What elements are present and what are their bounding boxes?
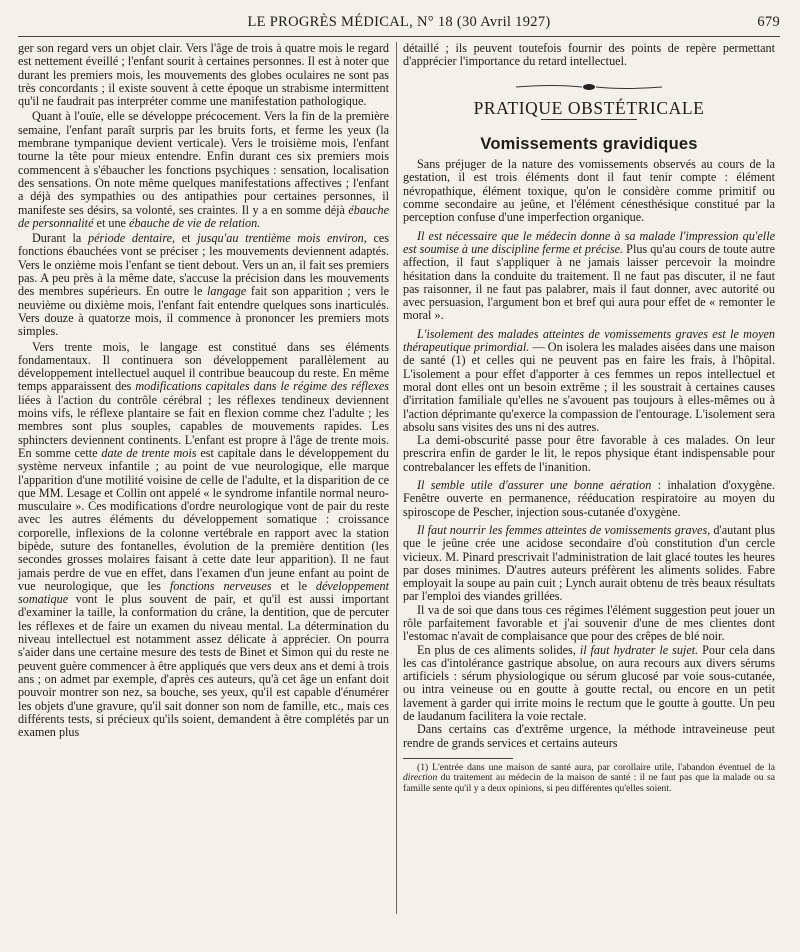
column-divider	[396, 42, 397, 914]
italic-run: L'isolement des malades atteintes de vomissements graves est le moyen thérapeutique primordial.	[403, 326, 775, 355]
paragraph-isolation	[403, 328, 775, 434]
article-title: Vomissements gravidiques	[480, 134, 698, 153]
page-number: 679	[757, 14, 780, 30]
italic-run: Il faut nourrir les femmes atteintes de vomissements graves	[417, 522, 708, 537]
text-run: Pour cela dans les cas d'intolérance gastrique absolue, on aura recours aux divers sérums artificiels : sérum physiologique ou sérum glucosé par voie sous-cutanée, ou intra veineuse ou en goutte à goutte rectal, ou encore en un petit lavement à garder qui irrite moins le rectum que le goutte à goutte. Un peu de laudanum facilitera la voie rectale.	[403, 642, 775, 724]
paragraph-intro: Sans préjuger de la nature des vomissements observés au cours de la gestation, il est trois éléments dont il faut tenir compte : élément névropathique, élément toxique, qu'on le considère comme primitif ou comme secondaire au jeûne, et l'élément cénesthésique constitué par la perception confuse d'une imperfection organique.	[403, 157, 775, 225]
italic-run: ébauche de personnalité	[18, 202, 389, 230]
paragraph-hearing	[18, 110, 389, 230]
text-run: , et	[172, 231, 198, 246]
running-head	[18, 14, 780, 34]
text-run: liées à l'action du contrôle cérébral ; les réflexes tendineux deviennent moins vifs, le réflexe plantaire se fait en flexion comme chez l'adulte ; les membres sont plus souples, capables de mouvements rapides. Les sphincters deviennent continents. L'enfant est propre à l'âge de trente mois. En somme cette	[18, 392, 389, 460]
italic-run: période dentaire	[87, 231, 173, 246]
italic-run: modifications capitales dans le régime des réflexes	[135, 379, 389, 394]
italic-run: jusqu'au trentième mois environ	[197, 231, 364, 246]
paragraph-discipline	[403, 230, 775, 323]
italic-run: il faut hydrater le sujet.	[579, 642, 699, 657]
paragraph-rest: La demi-obscurité passe pour être favorable à ces malades. On leur prescrira enfin de garder le lit, le repos physique étant indispensable pour contrebalancer les effets de l'inanition.	[403, 433, 775, 474]
text-run: du traitement au médecin de la maison de santé : il ne faut pas que la malade ou sa famille sente qu'il y a deux opinions, si peu différentes qu'elles soient.	[403, 772, 775, 794]
text-run: : inhalation d'oxygène. Fenêtre ouverte en permanence, rééducation respiratoire au moyen du spiroscope de Pescher, injection sous-cutanée d'oxygène.	[403, 478, 775, 519]
paragraph-dental-period	[18, 232, 389, 338]
text-run: — On isolera les malades aisées dans une maison de santé (1) et celles qui ne peuvent pas en faire les frais, à l'hôpital. L'isolement a pour effet d'apporter à ces femmes un repos intellectuel et moral dont elles ont un besoin extrême ; il les soustrait à certaines causes d'irritation familiale qu'elles ne s'avouent pas toujours à elles-mêmes ou à l'action déprimante qu'exerce la compassion de l'entourage. L'isolement sera absolu sans visites des uns ni des autres.	[403, 340, 776, 434]
text-run: fait son apparition ; vers le neuvième ou dixième mois, l'enfant fait entendre quelques sons inarticulés. Vers douze à quatorze mois, il commence à prononcer les premiers mots simples.	[18, 284, 389, 339]
paragraph-hydration	[403, 644, 775, 724]
paragraph-intravenous: Dans certains cas d'extrême urgence, la méthode intraveineuse peut rendre de grands services et certains auteurs	[403, 722, 775, 750]
text-run: (1) L'entrée dans une maison de santé aura, par corollaire utile, l'abandon éventuel de la	[417, 761, 775, 773]
paragraph-vision: ger son regard vers un objet clair. Vers l'âge de trois à quatre mois le regard est nettement éveillé ; l'enfant sourit à certaines personnes. Il est à noter que durant les premiers mois, les mouvements des globes oculaires ne sont pas très concordants ; il existe souvent à cette époque un strabisme intermittent qu'il ne faudrait pas interpréter comme une manifestation pathologique.	[18, 41, 389, 109]
section-heading-rule	[541, 119, 637, 120]
paragraph-nutrition	[403, 524, 775, 604]
ornament-divider	[403, 82, 775, 92]
italic-run: fonctions nerveuses	[169, 578, 272, 593]
text-run: Durant la	[32, 231, 88, 246]
italic-run: développement somatique	[18, 578, 390, 607]
text-run: et le	[271, 578, 316, 593]
text-run: , ces fonctions ébauchées vont se préciser ; les mouvements deviennent adaptés. Vers le onzième mois l'enfant se tient debout. Vers un an, il fait ses premiers pas. A peu près à la même date, s'accuse la précision dans les mouvements des membres supérieurs. En outre le	[18, 231, 390, 299]
text-run: vont le plus souvent de pair, et qu'il est aussi important d'examiner la taille, la conformation du crâne, la dentition, que de percuter les réflexes et de faire un examen du niveau mental. La détermination du niveau intellectuel est notamment assez délicate à apprécier. On pourra s'aider dans une certaine mesure des tests de Binet et Simon qui du reste ne peuvent guère commencer à être appliqués que vers deux ans et demi à trois ans ; on admet par exemple, d'après ces auteurs, qu'à cet âge un enfant doit pouvoir montrer son nez, sa bouche, ses yeux, qu'il est capable d'énumérer les objets d'une gravure, qu'il sait donner son nom de famille, etc., mais ces différents tests, si précieux qu'ils soient, demandent à être complétés par un examen plus	[18, 592, 389, 740]
text-run: En plus de ces aliments solides,	[417, 642, 580, 657]
italic-run: ébauche de vie de relation.	[129, 215, 261, 230]
footnote	[403, 763, 775, 794]
italic-run: direction	[403, 772, 438, 784]
text-run: est capitale dans le développement du système nerveux infantile ; au point de vue neurologique, elle marque l'apparition d'une motilité voisine de celle de l'adulte, et la disparition de ce que MM. Lesage et Collin ont appelé « le syndrome infantile normal neuro-musculaire ». Ces modifications d'ordre neurologique vont de pair du reste avec les autres éléments du développement somatique : croissance corporelle, inflexions de la colonne vertébrale en rapport avec la station bipède, suture des fontanelles, évolution de la première dentition (les secondes grosses molaires faisant à cette date leur apparition). Il ne faut jamais perdre de vue en effet, dans l'examen d'un jeune enfant au point de vue neurologique, que les	[18, 445, 389, 593]
text-run: et une	[93, 215, 130, 230]
italic-run: Il est nécessaire que le médecin donne à sa malade l'impression qu'elle est soumise à une discipline ferme et précise.	[403, 228, 775, 256]
italic-run: date de trente mois	[101, 445, 197, 460]
italic-run: langage	[207, 284, 247, 299]
text-run: Plus qu'au cours de toute autre affection, il faut s'appliquer à ne jamais laisser percevoir la moindre hésitation dans la conduite du traitement. Il ne faut pas discuter, il ne faut pas raisonner, il ne faut pas palabrer, mais il faut donner, avec autorité ou avec persuasion, l'argument bon et bref qui aura pour effet de « remonter le moral ».	[403, 241, 775, 323]
header-rule	[18, 36, 780, 37]
italic-run: Il semble utile d'assurer une bonne aération	[417, 478, 652, 493]
paragraph-thirty-months	[18, 341, 389, 740]
journal-title: LE PROGRÈS MÉDICAL, N° 18 (30 Avril 1927)	[247, 14, 551, 30]
paragraph-aeration	[403, 479, 775, 519]
paragraph-suggestion: Il va de soi que dans tous ces régimes l'élément suggestion peut jouer un rôle parfaitement favorable et j'ai souvenir d'une de mes clientes dont l'estomac n'avait de complaisance que pour des crêpes de blé noir.	[403, 602, 775, 644]
text-run: Vers trente mois, le langage est constitué dans ses éléments fondamentaux. Il continuera son développement parallèlement au développement intellectuel auquel il contribue beaucoup du reste. En même temps apparaissent des	[18, 339, 389, 394]
ornament-icon	[514, 82, 664, 92]
left-column	[18, 42, 389, 739]
section-heading: PRATIQUE OBSTÉTRICALE	[473, 97, 705, 118]
right-column	[403, 42, 775, 794]
text-run: Quant à l'ouïe, elle se développe précocement. Vers la fin de la première semaine, l'enfant paraît surpris par les bruits forts, et ferme les yeux (la membrane tympanique devient verticale). Vers le troisième mois, l'enfant tourne la tête pour mieux entendre. Enfin durant ces six premiers mois commencent à s'ébaucher les fonctions psychiques : sensation, localisation des sensations. On note même quelques manifestations affectives ; l'enfant a déjà des sympathies ou des antipathies pour certaines personnes, il manifeste ses désirs, sa volonté, ses craintes. Il y a en somme déjà	[18, 109, 389, 217]
text-run: , d'autant plus que le jeûne crée une acidose secondaire d'où constitution d'un cercle vicieux. M. Pinard prescrivait l'administration de lait glacé toutes les heures par doses minimes. D'autres auteurs préfèrent les aliments solides. Fabre employait la soupe au pain cuit ; Lynch aurait obtenu de très beaux résultats par l'emploi des viandes grillées.	[403, 522, 775, 604]
footnote-rule	[403, 758, 513, 759]
paragraph-continuation: détaillé ; ils peuvent toutefois fournir des points de repère permettant d'apprécier l'importance du retard intellectuel.	[403, 41, 775, 69]
